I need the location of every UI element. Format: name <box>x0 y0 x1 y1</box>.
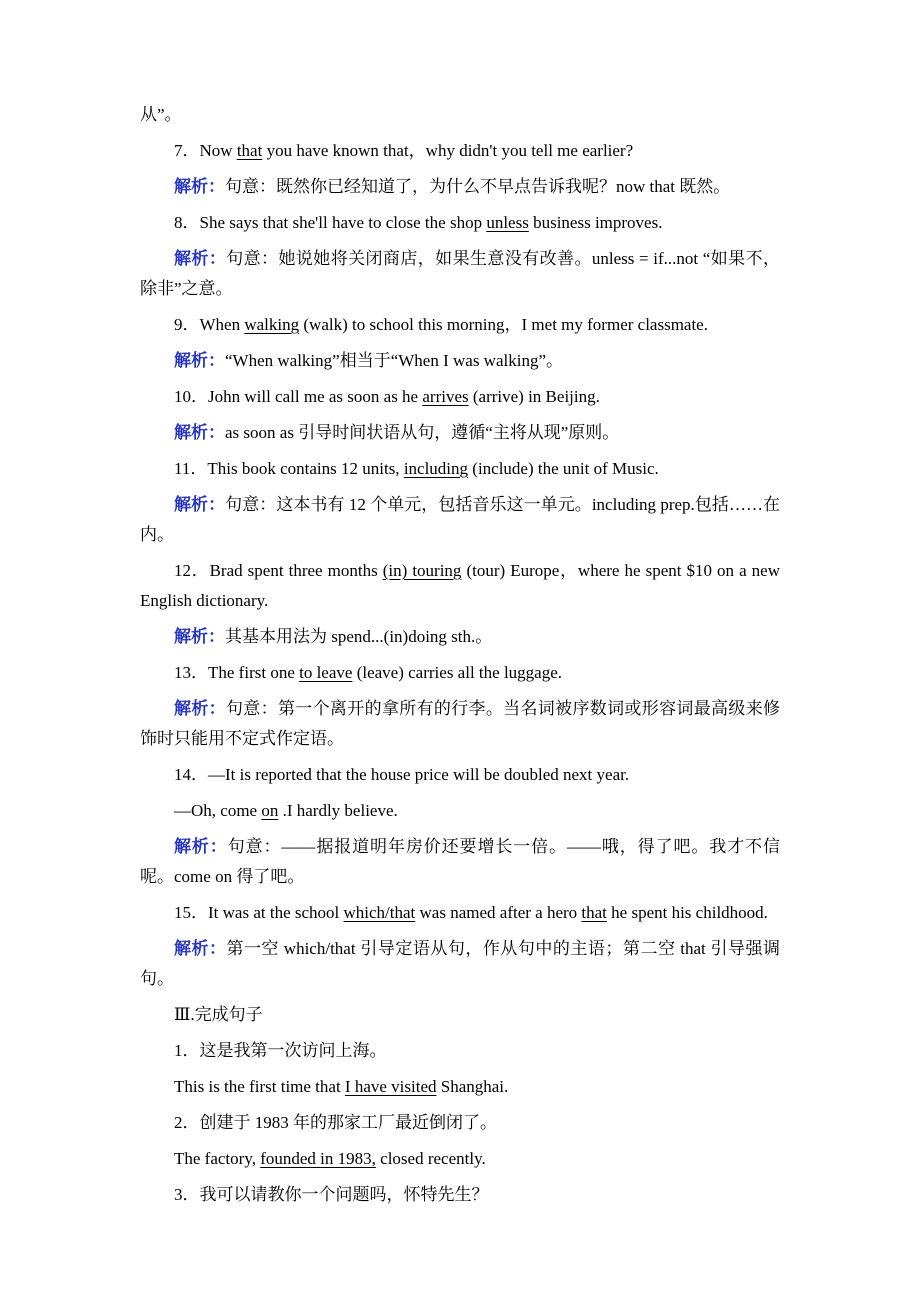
text-run: 2．创建于 1983 年的那家工厂最近倒闭了。 <box>174 1113 497 1132</box>
text-run: 句意：她说她将关闭商店，如果生意没有改善。unless = if...not “如果不，除非”之意。 <box>140 249 780 298</box>
paragraph <box>140 310 780 340</box>
analysis-paragraph <box>140 418 780 448</box>
text-run: Shanghai. <box>436 1077 509 1096</box>
paragraph <box>140 100 780 130</box>
text-run: 句意：——据报道明年房价还要增长一倍。——哦，得了吧。我才不信呢。come on 得了吧。 <box>140 837 781 886</box>
text-run: (arrive) in Beijing. <box>468 387 600 406</box>
answer-underlined: to leave <box>299 663 353 682</box>
paragraph <box>140 454 780 484</box>
paragraph <box>140 1108 780 1138</box>
answer-underlined: unless <box>486 213 529 232</box>
paragraph <box>140 1144 780 1174</box>
answer-underlined: that <box>581 903 607 922</box>
text-run: “When walking”相当于“When I was walking”。 <box>225 351 563 370</box>
analysis-paragraph <box>140 490 780 550</box>
answer-underlined: walking <box>244 315 300 334</box>
analysis-paragraph <box>140 622 780 652</box>
text-run: —Oh, come <box>174 801 262 820</box>
text-run: business improves. <box>528 213 663 232</box>
answer-underlined: arrives <box>422 387 469 406</box>
answer-underlined: including <box>403 459 469 478</box>
paragraph <box>140 760 780 790</box>
analysis-paragraph <box>140 244 780 304</box>
text-run: Ⅲ.完成句子 <box>174 1005 263 1024</box>
paragraph <box>140 898 780 928</box>
text-run: (walk) to school this morning，I met my former classmate. <box>299 315 708 334</box>
text-run: 7．Now <box>174 141 237 160</box>
text-run: 12．Brad spent three months <box>174 561 383 580</box>
text-run: This is the first time that <box>174 1077 345 1096</box>
text-run: 从”。 <box>140 105 182 124</box>
text-run: 其基本用法为 spend...(in)doing sth.。 <box>225 627 493 646</box>
text-run: .I hardly believe. <box>278 801 398 820</box>
paragraph <box>140 136 780 166</box>
analysis-paragraph <box>140 934 780 994</box>
text-run: 句意：这本书有 12 个单元，包括音乐这一单元。including prep.包括……在内。 <box>140 495 781 544</box>
text-run: 句意：第一个离开的拿所有的行李。当名词被序数词或形容词最高级来修饰时只能用不定式作定语。 <box>140 699 781 748</box>
text-run: (include) the unit of Music. <box>468 459 659 478</box>
text-run: (leave) carries all the luggage. <box>352 663 563 682</box>
analysis-label: 解析： <box>174 423 225 442</box>
document-body <box>140 100 780 1210</box>
text-run: 11．This book contains 12 units, <box>174 459 404 478</box>
text-run: was named after a hero <box>415 903 582 922</box>
paragraph <box>140 658 780 688</box>
text-run: as soon as 引导时间状语从句，遵循“主将从现”原则。 <box>225 423 620 442</box>
text-run: 3．我可以请教你一个问题吗，怀特先生？ <box>174 1185 489 1204</box>
analysis-label: 解析： <box>174 939 227 958</box>
text-run: 10．John will call me as soon as he <box>174 387 423 406</box>
text-run: 15．It was at the school <box>174 903 344 922</box>
answer-underlined: on <box>261 801 279 820</box>
text-run: 13．The first one <box>174 663 300 682</box>
paragraph <box>140 1000 780 1030</box>
paragraph <box>140 208 780 238</box>
analysis-paragraph <box>140 832 780 892</box>
analysis-label: 解析： <box>174 249 227 268</box>
analysis-label: 解析： <box>174 177 225 196</box>
text-run: 1．这是我第一次访问上海。 <box>174 1041 387 1060</box>
text-run: he spent his childhood. <box>606 903 768 922</box>
analysis-label: 解析： <box>174 351 225 370</box>
text-run: The factory, <box>174 1149 261 1168</box>
text-run: 第一空 which/that 引导定语从句，作从句中的主语；第二空 that 引导强调句。 <box>140 939 780 988</box>
paragraph <box>140 1072 780 1102</box>
paragraph <box>140 382 780 412</box>
paragraph <box>140 1180 780 1210</box>
text-run: closed recently. <box>375 1149 486 1168</box>
text-run: 14．—It is reported that the house price will be doubled next year. <box>174 765 630 784</box>
analysis-label: 解析： <box>174 495 226 514</box>
paragraph <box>140 556 780 616</box>
answer-underlined: (in) touring <box>382 561 462 580</box>
paragraph <box>140 1036 780 1066</box>
text-run: 句意：既然你已经知道了，为什么不早点告诉我呢？now that 既然。 <box>225 177 731 196</box>
analysis-label: 解析： <box>174 837 228 856</box>
text-run: 8．She says that she'll have to close the shop <box>174 213 487 232</box>
answer-underlined: I have visited <box>344 1077 437 1096</box>
text-run: you have known that，why didn't you tell me earlier? <box>262 141 634 160</box>
analysis-paragraph <box>140 172 780 202</box>
paragraph <box>140 796 780 826</box>
analysis-paragraph <box>140 346 780 376</box>
analysis-label: 解析： <box>174 699 226 718</box>
answer-underlined: that <box>236 141 263 160</box>
analysis-label: 解析： <box>174 627 225 646</box>
text-run: 9．When <box>174 315 245 334</box>
answer-underlined: founded in 1983, <box>260 1149 376 1168</box>
analysis-paragraph <box>140 694 780 754</box>
text-run: (tour) Europe，where he spent $10 on a new English dictionary. <box>140 561 781 610</box>
answer-underlined: which/that <box>343 903 416 922</box>
